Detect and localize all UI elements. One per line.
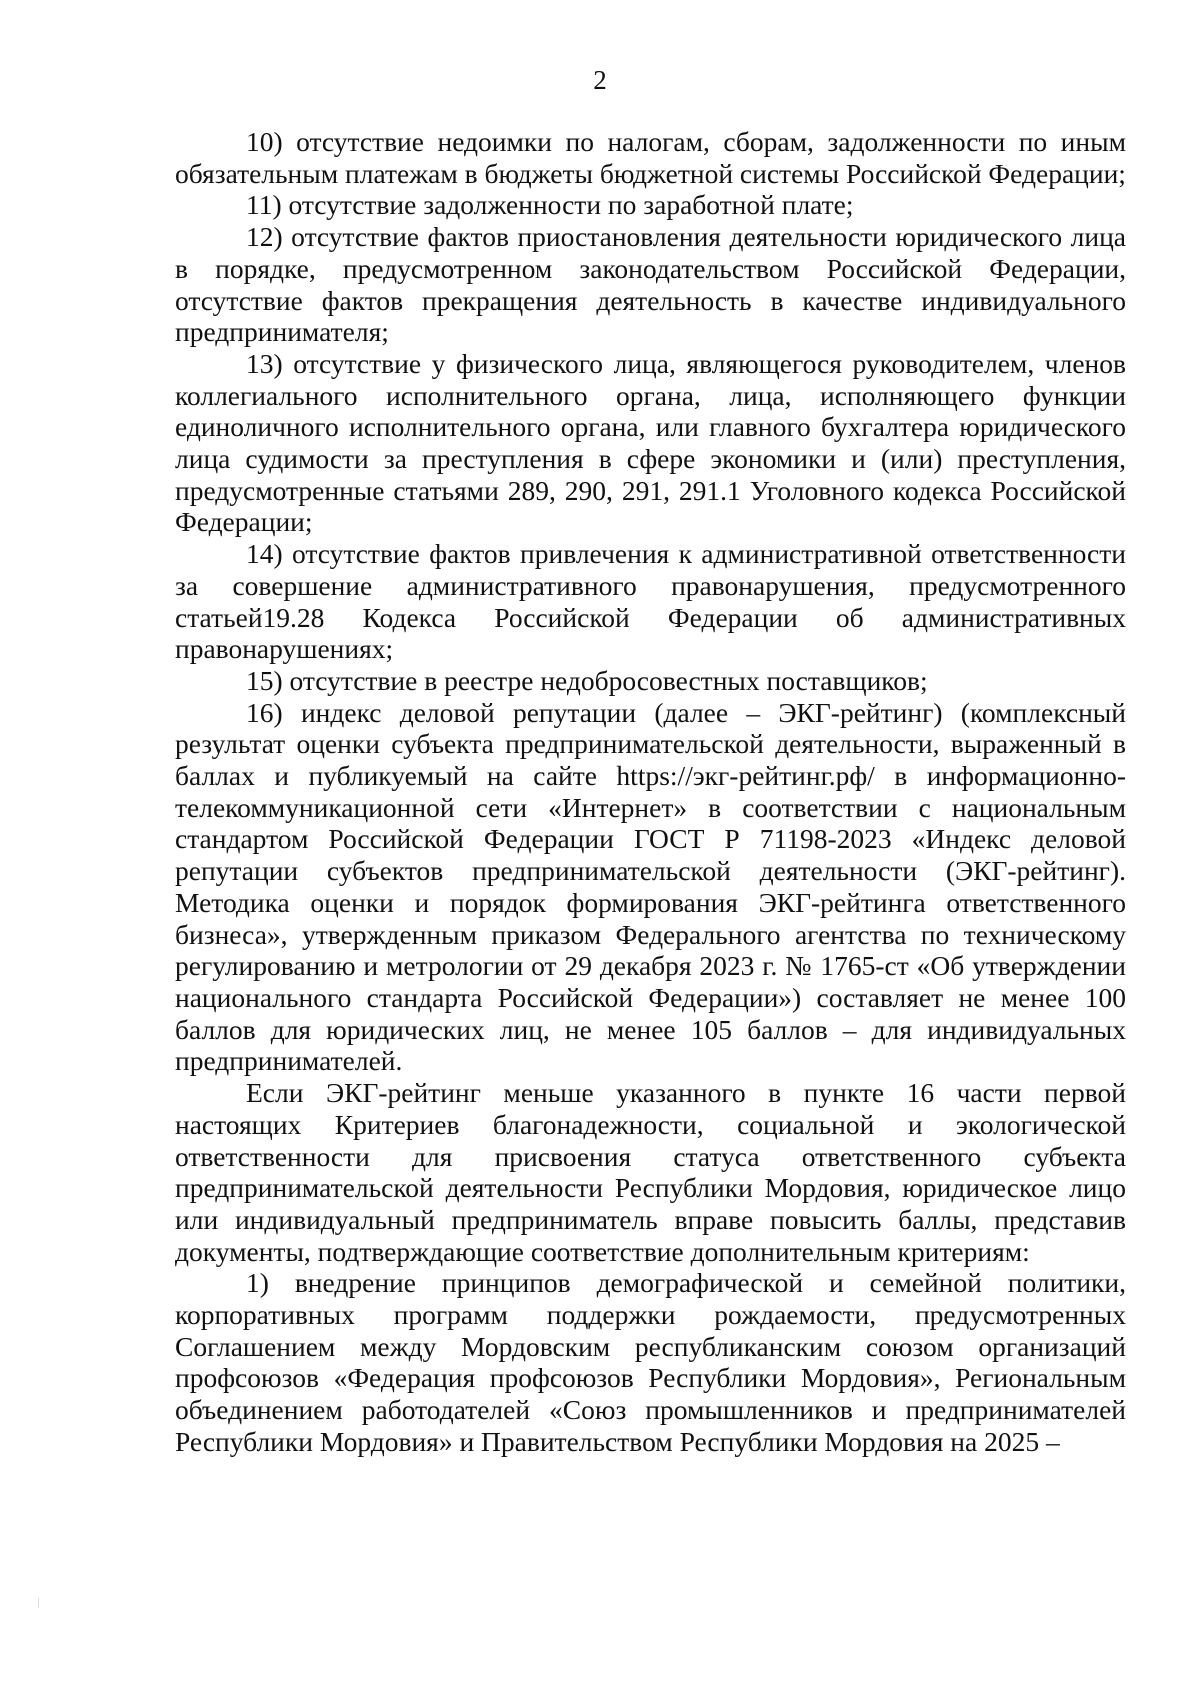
scan-artifact (38, 1598, 39, 1608)
criterion-item-14: 14) отсутствие фактов привлечения к административной ответственности за совершение административного правонарушения, предусмотренного статьей19.28 Кодекса Российской Федерации об административных правонарушениях; (175, 538, 1126, 665)
criterion-item-12: 12) отсутствие фактов приостановления деятельности юридического лица в порядке, предусмотренном законодательством Российской Федерации, отсутствие фактов прекращения деятельность в качестве индивидуального предпринимателя; (175, 221, 1126, 348)
criterion-item-15: 15) отсутствие в реестре недобросовестных поставщиков; (246, 664, 928, 696)
criterion-item-16: 16) индекс деловой репутации (далее – ЭКГ-рейтинг) (комплексный результат оценки субъекта предпринимательской деятельности, выраженный в баллах и публикуемый на сайте https://экг-рейтинг.рф/ в информационно-телекоммуникационной сети «Интернет» в соответствии с национальным стандартом Российской Федерации ГОСТ Р 71198-2023 «Индекс деловой репутации субъектов предпринимательской деятельности (ЭКГ-рейтинг). Методика оценки и порядок формирования ЭКГ-рейтинга ответственного бизнеса», утвержденным приказом Федерального агентства по техническому регулированию и метрологии от 29 декабря 2023 г. № 1765-ст «Об утверждении национального стандарта Российской Федерации») составляет не менее 100 баллов для юридических лиц, не менее 105 баллов – для индивидуальных предпринимателей. (175, 696, 1126, 1077)
rating-condition-paragraph: Если ЭКГ-рейтинг меньше указанного в пункте 16 части первой настоящих Критериев благонадежности, социальной и экологической ответственности для присвоения статуса ответственного субъекта предпринимательской деятельности Республики Мордовия, юридическое лицо или индивидуальный предприниматель вправе повысить баллы, представив документы, подтверждающие соответствие дополнительным критериям: (175, 1077, 1126, 1267)
criterion-item-10: 10) отсутствие недоимки по налогам, сборам, задолженности по иным обязательным платежам в бюджеты бюджетной системы Российской Федерации; (175, 126, 1126, 189)
page-number: 2 (593, 65, 607, 95)
additional-criterion-item-1: 1) внедрение принципов демографической и семейной политики, корпоративных программ поддержки рождаемости, предусмотренных Соглашением между Мордовским республиканским союзом организаций профсоюзов «Федерация профсоюзов Республики Мордовия», Региональным объединением работодателей «Союз промышленников и предпринимателей Республики Мордовия» и Правительством Республики Мордовия на 2025 – (175, 1267, 1126, 1457)
criterion-item-11: 11) отсутствие задолженности по заработной плате; (246, 189, 854, 221)
document-body (175, 126, 1126, 1458)
criterion-item-13: 13) отсутствие у физического лица, являющегося руководителем, членов коллегиального исполнительного органа, лица, исполняющего функции единоличного исполнительного органа, или главного бухгалтера юридического лица судимости за преступления в сфере экономики и (или) преступления, предусмотренные статьями 289, 290, 291, 291.1 Уголовного кодекса Российской Федерации; (175, 347, 1126, 538)
